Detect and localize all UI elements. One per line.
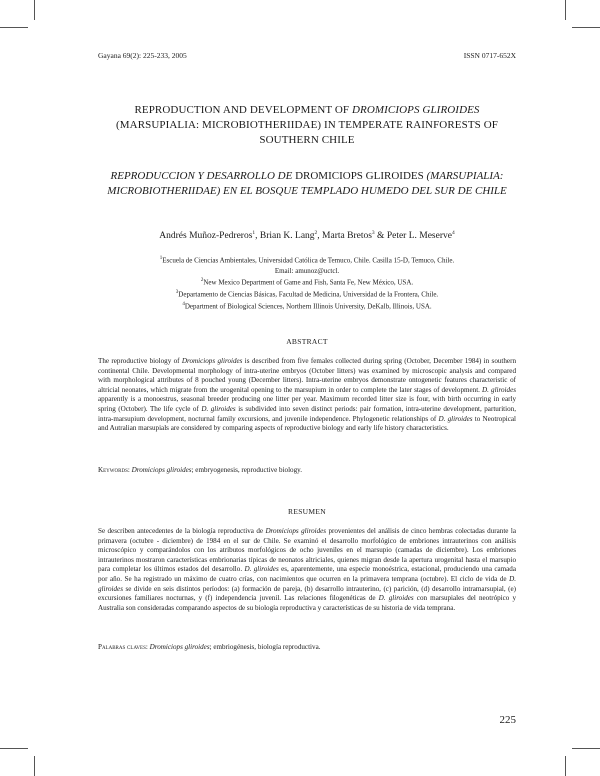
- crop-mark: [565, 0, 566, 20]
- species-name: D. gliroides: [201, 404, 236, 413]
- palabras-label: Palabras claves:: [98, 643, 150, 651]
- title-text: (MARSUPIALIA: MICROBIOTHERIIDAE) IN TEMPERATE RAINFORESTS OF SOUTHERN CHILE: [116, 119, 498, 146]
- issn: ISSN 0717-652X: [463, 51, 516, 60]
- species-name: D. gliroides: [378, 594, 414, 603]
- resumen-fragment: Se describen antecedentes de la biología reproductiva de: [98, 527, 266, 535]
- resumen-fragment: con marsupiales del neotrópico y Australia son consideradas comparando aspectos de su biología reproductiva y características de su historia de vida temprana.: [98, 594, 517, 612]
- affiliation-mark: 4: [182, 301, 185, 307]
- palabras-text: ; embriogénesis, biología reproductiva.: [209, 643, 321, 651]
- author-name: Brian K. Lang: [259, 231, 315, 242]
- affiliation-mark: 3: [175, 290, 179, 296]
- species-name: D. gliroides: [244, 565, 279, 574]
- affiliations: [98, 254, 516, 312]
- author-affiliation-mark: 4: [451, 230, 455, 236]
- species-name: D. gliroides: [98, 574, 516, 593]
- journal-citation: Gayana 69(2): 225-233, 2005: [98, 51, 187, 60]
- affiliation-3: [98, 288, 516, 300]
- affiliation-text: Department of Biological Sciences, Northern Illinois University, DeKalb, Illinois, USA.: [184, 302, 432, 311]
- title-species: DROMICIOPS GLIROIDES: [351, 104, 480, 116]
- abstract-fragment: is described from five females collected during spring (October, December 1984) in southern continental Chile. Developmental morphology of intra-uterine embryos (October litters) was examined by microscopic analysis and compared with morphological attributes of 8 pouched young (December litters). Intra-uterine embryos demonstrate ontogenetic features characteristic of altricial neonates, which migrate from the urogenital opening to the marsupium in order to complete the later stages of development.: [98, 357, 516, 394]
- title-species: DROMICIOPS GLIROIDES: [295, 170, 424, 182]
- palabras-claves: [98, 643, 516, 651]
- affiliation-text: New Mexico Department of Game and Fish, Santa Fe, New México, USA.: [203, 278, 414, 287]
- abstract-text: [98, 357, 516, 434]
- abstract-heading: ABSTRACT: [286, 337, 328, 346]
- species-name: D. gliroides: [438, 414, 473, 423]
- title-text: (MARSUPIALIA: MICROBIOTHERIIDAE) EN EL BOSQUE TEMPLADO HUMEDO DEL SUR DE CHILE: [107, 170, 507, 197]
- resumen-fragment: se divide en seis distintos períodos: (a) formación de pareja, (b) desarrollo intrauterino, (c) parición, (d) desarrollo intramarsupial, (e) excursiones familiares nocturnas, y (f) independencia juvenil. Las relaciones filogenéticas de: [98, 584, 516, 603]
- resumen-fragment: es, aparentemente, una especie monoéstrica, estacional, produciendo una camada por año. Se ha registrado un máximo de cuatro crías, con nacimientos que ocurren en la primavera temprana (octubre). El ciclo de vida de: [98, 565, 517, 583]
- crop-mark: [565, 756, 566, 776]
- crop-mark: [572, 748, 600, 749]
- page-number: 225: [499, 714, 516, 726]
- author-list: [98, 230, 516, 241]
- crop-mark: [0, 748, 28, 749]
- author-affiliation-mark: 3: [371, 230, 375, 236]
- author-email: Email: amunoz@uctcl.: [274, 266, 340, 275]
- affiliation-mark: 2: [200, 278, 204, 284]
- crop-mark: [34, 756, 35, 776]
- affiliation-4: [98, 300, 516, 312]
- abstract-fragment: The reproductive biology of: [98, 357, 182, 365]
- author-affiliation-mark: 1: [252, 230, 256, 236]
- crop-mark: [0, 27, 28, 28]
- title-spanish: [98, 169, 516, 199]
- abstract-fragment: to Neotropical and Autralian marsupials are considered by comparing aspects of reproductive biology and early life history characteristics.: [98, 414, 516, 433]
- author-separator: ,: [317, 231, 323, 242]
- affiliation-1: [98, 254, 516, 266]
- keywords-text: ; embryogenesis, reproductive biology.: [191, 466, 303, 474]
- keywords: [98, 466, 516, 474]
- species-name: Dromiciops gliroides: [265, 527, 327, 535]
- author-separator: ,: [255, 231, 260, 242]
- keywords-label: Keywords:: [98, 466, 132, 474]
- author-name: Marta Bretos: [322, 231, 372, 242]
- author-name: Andrés Muñoz-Pedreros: [159, 231, 253, 242]
- title-text: REPRODUCTION AND DEVELOPMENT OF: [134, 104, 352, 116]
- title-text: REPRODUCCION Y DESARROLLO DE: [110, 170, 296, 182]
- title-english: [98, 103, 516, 148]
- affiliation-mark: 1: [159, 256, 163, 261]
- species-name: Dromiciops gliroides: [131, 466, 192, 474]
- author-separator: &: [374, 231, 387, 242]
- resumen-heading: RESUMEN: [288, 507, 326, 516]
- affiliation-text: Departamento de Ciencias Básicas, Facultad de Medicina, Universidad de la Frontera, Chile.: [178, 290, 439, 299]
- resumen-text: [98, 527, 516, 613]
- author-affiliation-mark: 2: [314, 230, 318, 236]
- crop-mark: [572, 27, 600, 28]
- resumen-fragment: provenientes del análisis de cinco hembras colectadas durante la primavera (octubre - diciembre) de 1984 en el sur de Chile. Se examinó el desarrollo morfológico de embriones intrauterinos con análisis microscópico y comparándolos con los atributos morfológicos de ocho juveniles en el marsupio (camadas de diciembre). Los embriones intrauterinos mostraron características embrionarias típicas de neonatos altriciales, quienes migran desde la apertura urogenital hasta el marsupio para completar los últimos estados del desarrollo.: [98, 527, 516, 574]
- affiliation-2: [98, 276, 516, 288]
- author-name: Peter L. Meserve: [386, 231, 452, 242]
- crop-mark: [34, 0, 35, 20]
- abstract-fragment: is subdivided into seven distinct periods: pair formation, intra-uterine development, parturition, intra-marsupium development, nocturnal family excursions, and juvenile independence. Phylogenetic relationships of: [98, 404, 516, 423]
- species-name: Dromiciops gliroides: [149, 643, 210, 651]
- running-head: [98, 51, 516, 60]
- abstract-fragment: apparently is a monoestrus, seasonal breeder producing one litter per year. Maximum recorded litter size is four, with birth occurring in early spring (October). The life cycle of: [98, 395, 516, 413]
- species-name: D. gliroides: [482, 385, 516, 394]
- species-name: Dromiciops gliroides: [181, 357, 243, 365]
- affiliation-text: Escuela de Ciencias Ambientales, Universidad Católica de Temuco, Chile. Casilla 15-D, Temuco, Chile.: [162, 256, 455, 265]
